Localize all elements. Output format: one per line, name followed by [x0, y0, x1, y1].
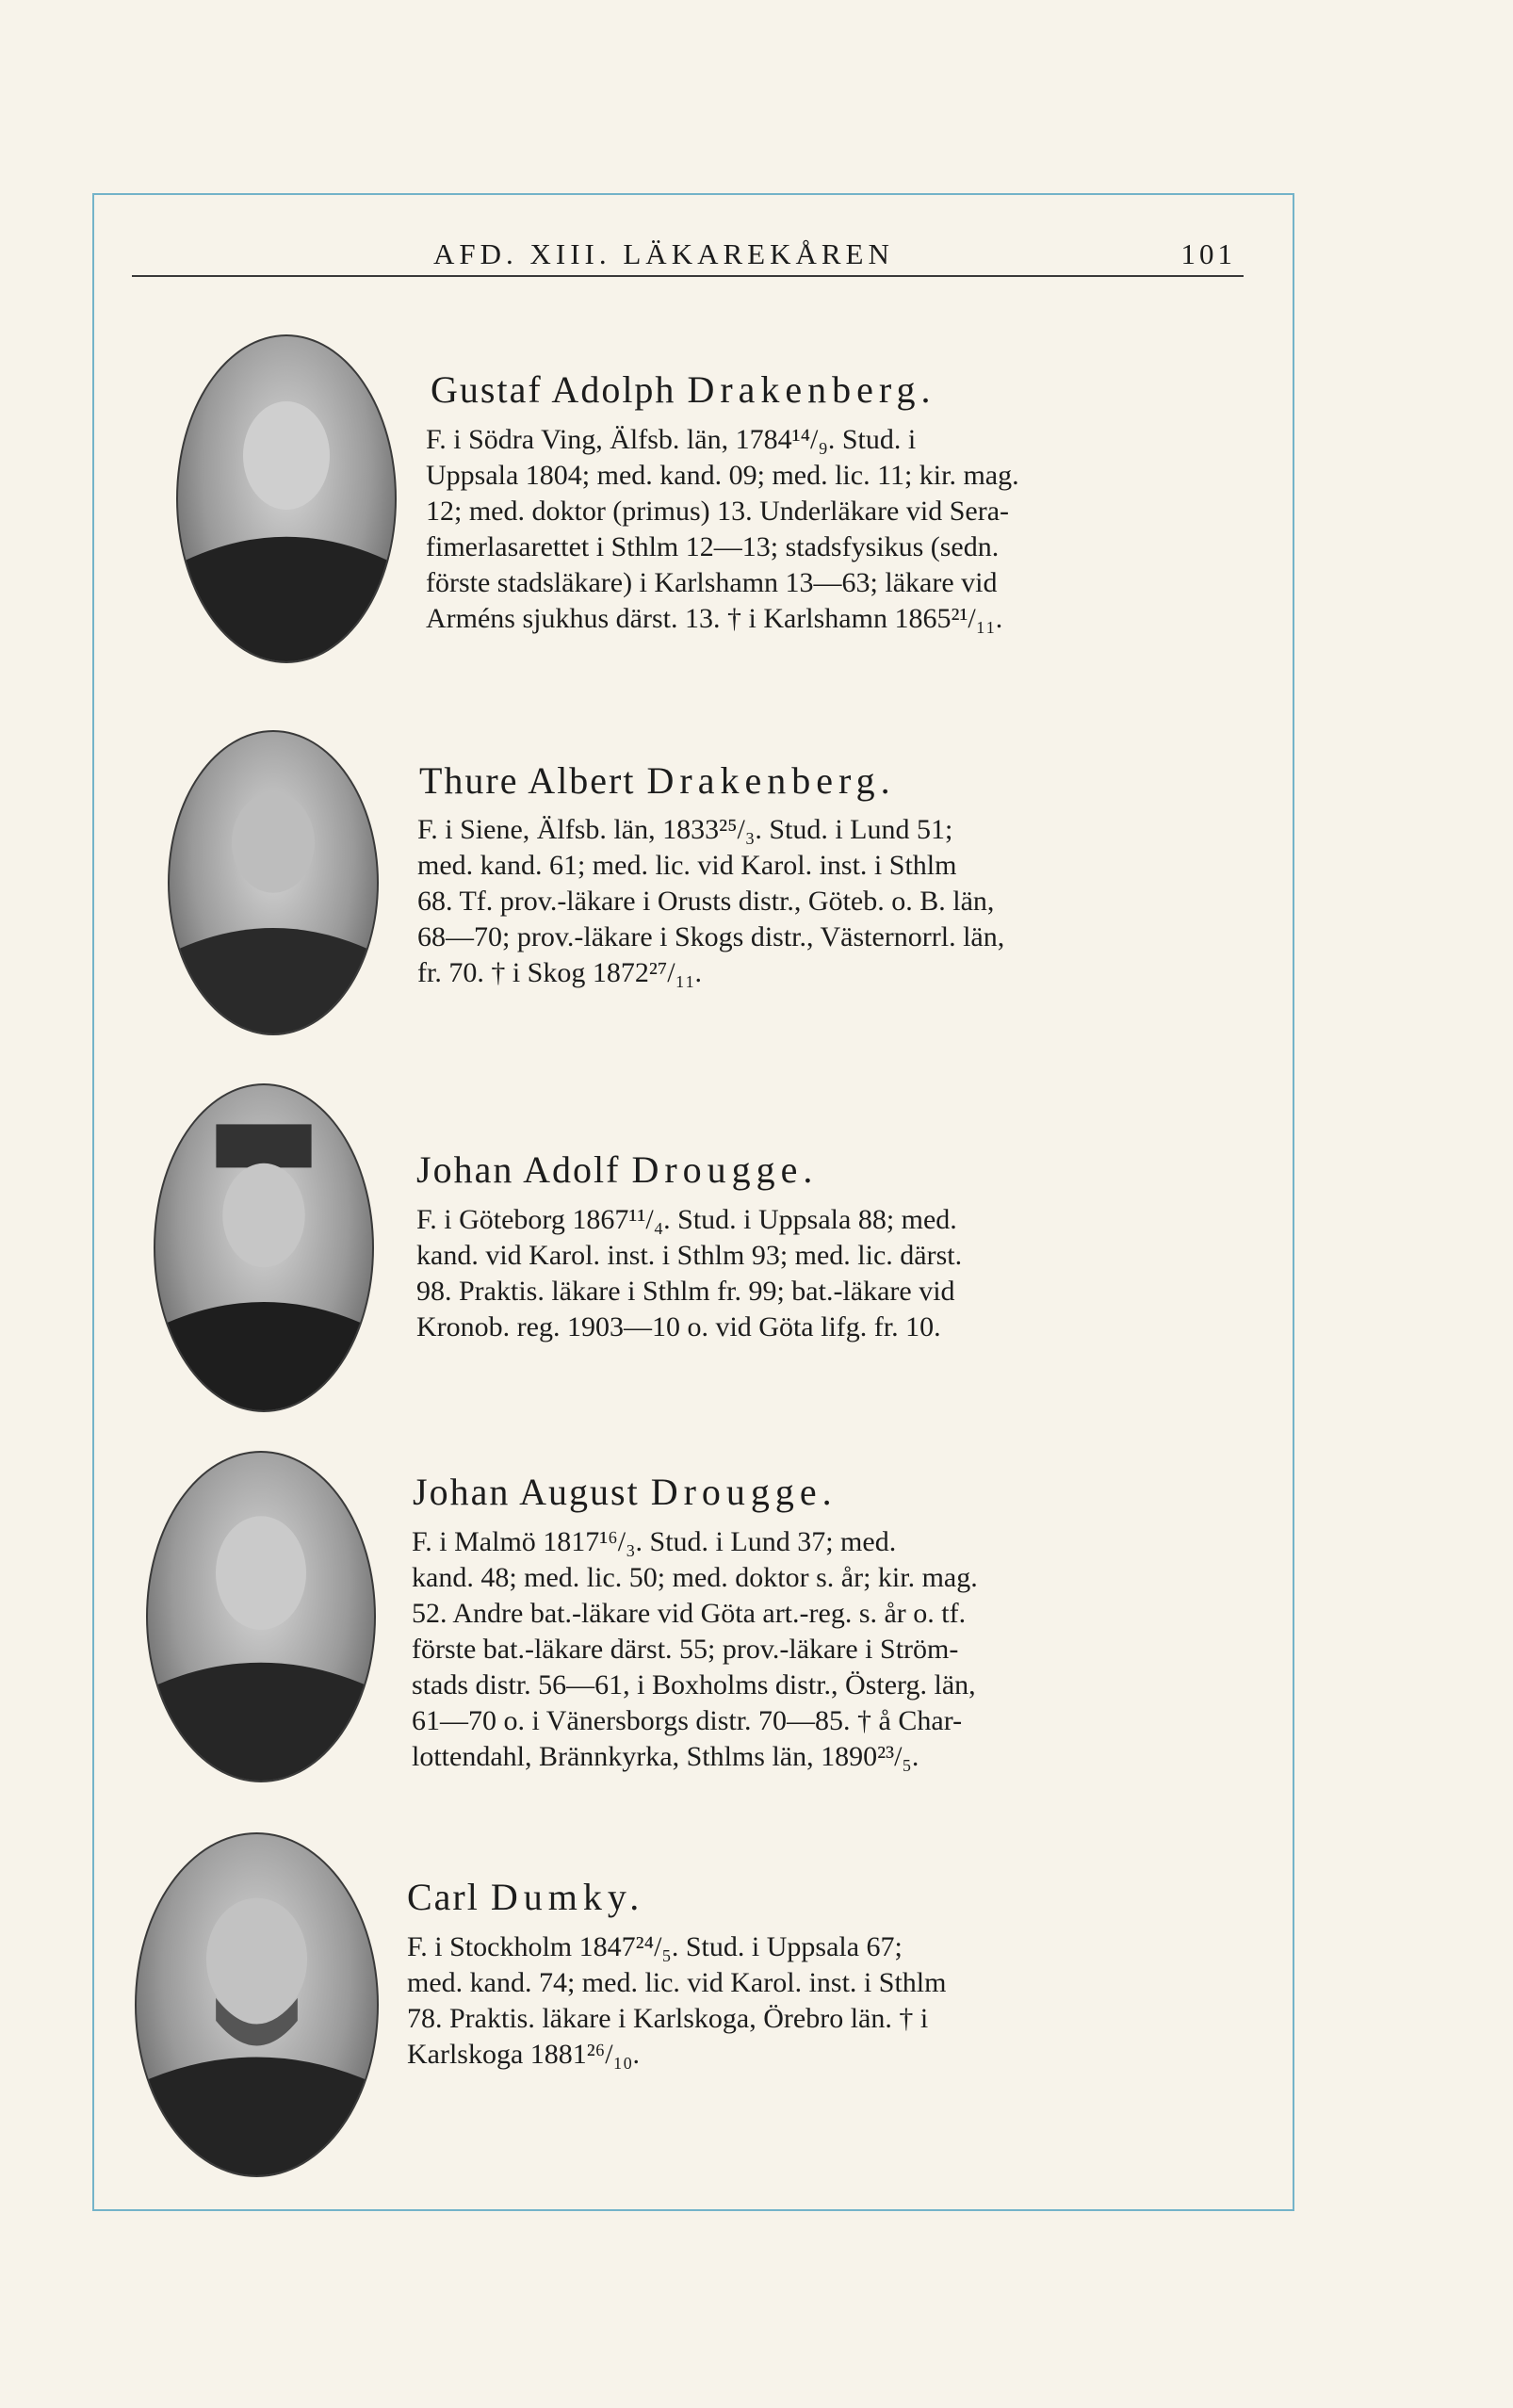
portrait-photo — [135, 1832, 379, 2177]
section-title: AFD. XIII. LÄKAREKÅREN — [433, 237, 894, 270]
biography-text: F. i Stockholm 1847²⁴/₅. Stud. i Uppsala 67; med. kand. 74; med. lic. vid Karol. inst. i Sthlm 78. Praktis. läkare i Karlskoga, Örebro län. † i Karlskoga 1881²⁶/₁₀. — [407, 1931, 947, 2070]
biography-text: F. i Malmö 1817¹⁶/₃. Stud. i Lund 37; med. kand. 48; med. lic. 50; med. doktor s. år; kir. mag. 52. Andre bat.-läkare vid Göta art.-reg. s. år o. tf. förste bat.-läkare därst. 55; prov.-läkare i Ström- stads distr. 56—61, i Boxholms distr., Österg. län, 61—70 o. i Vänersborgs distr. 70—85. † å Char- lottendahl, Brännkyrka, Sthlms län, 1890²³/₅. — [412, 1526, 978, 1772]
person-name: Gustaf Adolph Drakenberg. — [431, 368, 936, 411]
running-header — [132, 234, 1244, 277]
biography-text: F. i Södra Ving, Älfsb. län, 1784¹⁴/₉. Stud. i Uppsala 1804; med. kand. 09; med. lic. 11; kir. mag. 12; med. doktor (primus) 13. Underläkare vid Sera- fimerlasarettet i Sthlm 12—13; stadsfysikus (sedn. förste stadsläkare) i Karlshamn 13—63; läkare vid Arméns sjukhus därst. 13. † i Karlshamn 1865²¹/₁₁. — [426, 424, 1019, 634]
portrait-photo — [168, 730, 379, 1035]
portrait-photo — [146, 1451, 376, 1782]
person-name: Johan Adolf Drougge. — [416, 1148, 819, 1191]
person-name: Johan August Drougge. — [413, 1471, 838, 1513]
person-name: Carl Dumky. — [407, 1876, 645, 1918]
biography-text: F. i Göteborg 1867¹¹/₄. Stud. i Uppsala 88; med. kand. vid Karol. inst. i Sthlm 93; med. lic. därst. 98. Praktis. läkare i Sthlm fr. 99; bat.-läkare vid Kronob. reg. 1903—10 o. vid Göta lifg. fr. 10. — [416, 1204, 963, 1342]
biography-text: F. i Siene, Älfsb. län, 1833²⁵/₃. Stud. i Lund 51; med. kand. 61; med. lic. vid Karol. inst. i Sthlm 68. Tf. prov.-läkare i Orusts distr., Göteb. o. B. län, 68—70; prov.-läkare i Skogs distr., Västernorrl. län, fr. 70. † i Skog 1872²⁷/₁₁. — [417, 814, 1005, 988]
portrait-photo — [176, 334, 397, 663]
page-number: 101 — [1180, 237, 1236, 270]
portrait-photo — [154, 1083, 374, 1412]
person-name: Thure Albert Drakenberg. — [419, 759, 896, 802]
